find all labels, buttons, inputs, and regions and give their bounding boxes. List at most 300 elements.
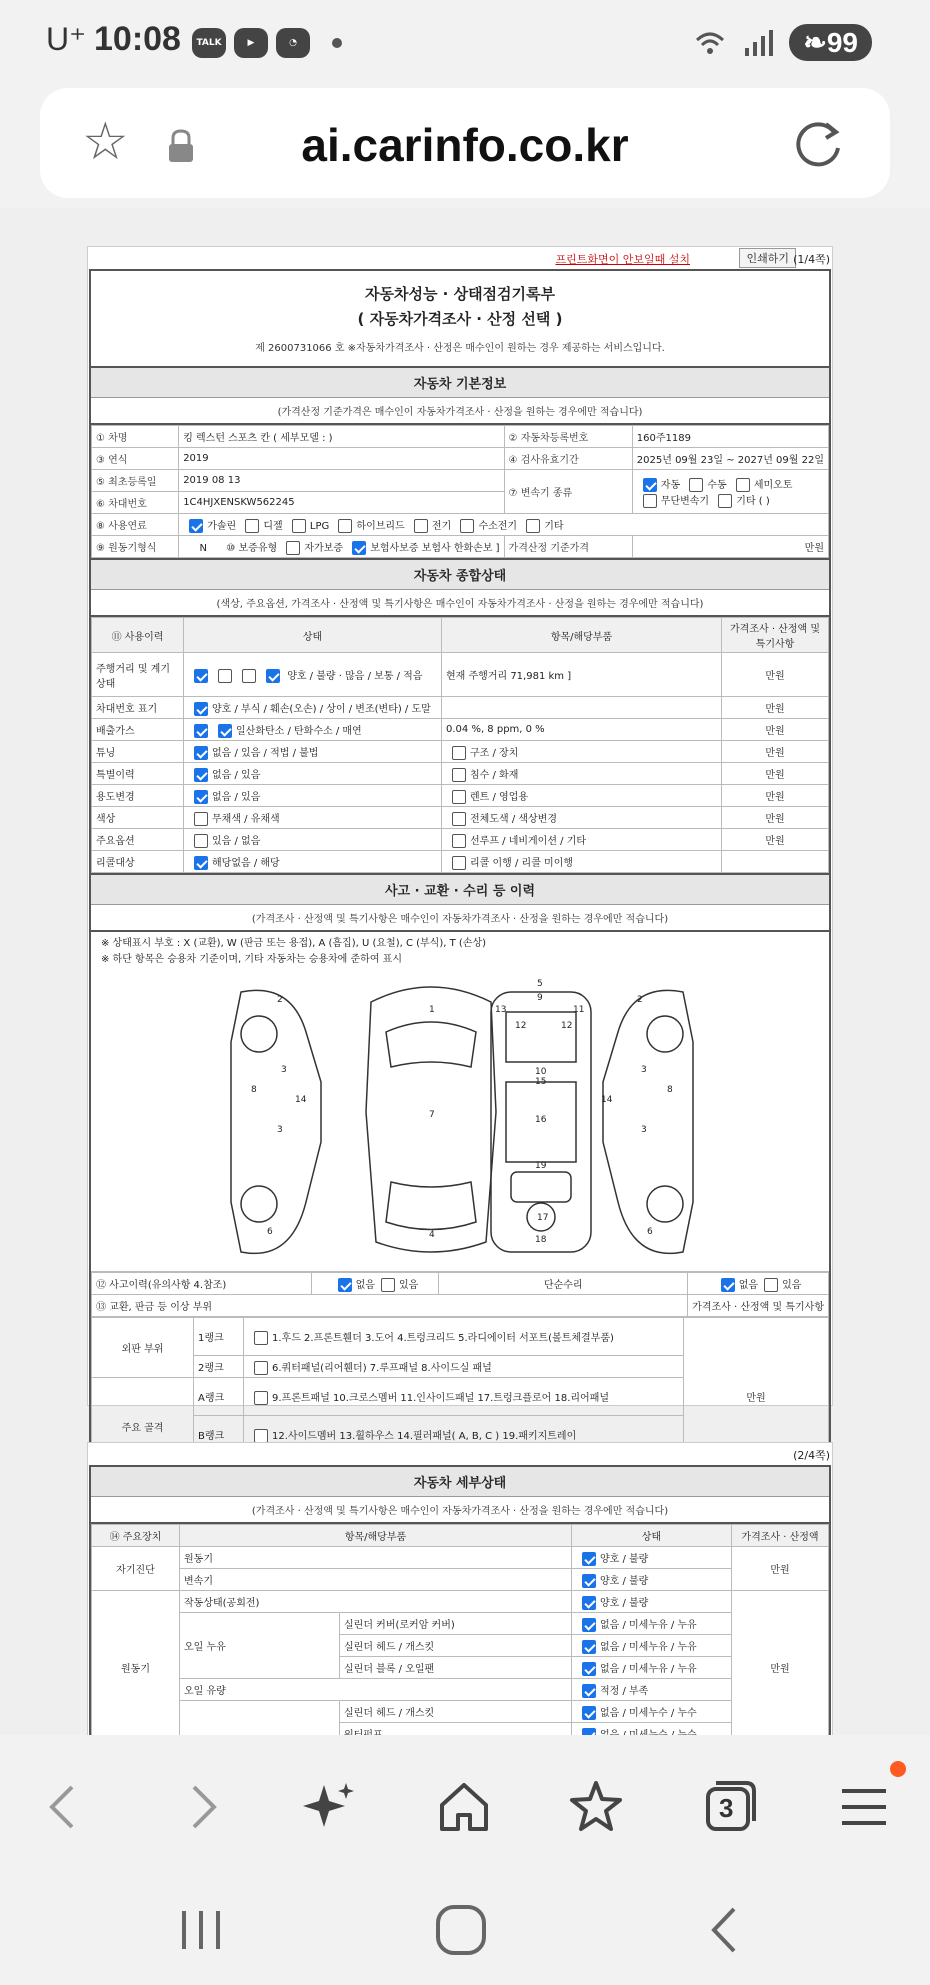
checkbox[interactable] — [194, 834, 208, 848]
forward-icon[interactable] — [174, 1779, 230, 1835]
label-accident-history: ⑫ 사고이력(유의사항 4.참조) — [92, 1273, 312, 1295]
status-text: 해당없음 / 해당 — [212, 857, 280, 869]
status-text: 무채색 / 유채색 — [212, 813, 280, 825]
row-item: 현재 주행거리 71,981 km ] — [442, 653, 722, 697]
report-frame — [89, 1465, 831, 1745]
row-item — [442, 807, 722, 829]
row-status — [571, 1657, 731, 1679]
col-item: 항목/해당부품 — [442, 618, 722, 653]
table-row — [92, 1273, 829, 1295]
option-label: 있음 — [782, 1279, 802, 1291]
row-label: 주요옵션 — [92, 829, 184, 851]
row-item — [442, 763, 722, 785]
status-text: 일산화탄소 / 탄화수소 / 매연 — [236, 725, 362, 737]
label-first-reg: ⑤ 최초등록일 — [92, 470, 179, 492]
svg-text:1: 1 — [429, 1005, 435, 1015]
notification-icons — [192, 28, 342, 58]
label-engine-type: ⑨ 원동기형식 — [92, 536, 179, 558]
clock: 10:08 — [94, 20, 181, 58]
row-label: 차대번호 표기 — [92, 697, 184, 719]
accident-heading: 사고 · 교환 · 수리 등 이력 — [91, 873, 829, 905]
status-text: 없음 / 미세누유 / 누유 — [599, 1641, 697, 1653]
label-base-price: 가격산정 기준가격 — [504, 536, 632, 558]
cell-signal-icon — [741, 28, 775, 58]
col-price: 가격조사 · 산정액 — [731, 1525, 828, 1547]
table-row — [92, 1679, 829, 1701]
fuel-options — [179, 514, 829, 536]
option-label: LPG — [309, 520, 330, 532]
row-label: 튜닝 — [92, 741, 184, 763]
row-unit: 만원 — [722, 763, 829, 785]
checkbox[interactable] — [338, 1278, 352, 1292]
row-label: 용도변경 — [92, 785, 184, 807]
col-item: 항목/해당부품 — [180, 1525, 572, 1547]
svg-text:2: 2 — [637, 995, 643, 1005]
svg-text:16: 16 — [535, 1115, 547, 1125]
table-row — [92, 719, 829, 741]
svg-text:7: 7 — [429, 1110, 435, 1120]
report-doc-line: 제 2600731066 호 ※자동차가격조사 · 산정은 매수인이 원하는 경우 제공하는 서비스입니다. — [91, 339, 829, 368]
rank-items — [244, 1378, 684, 1416]
col-status: 상태 — [571, 1525, 731, 1547]
basic-info-heading: 자동차 기본정보 — [91, 368, 829, 398]
checkbox[interactable] — [352, 541, 366, 555]
svg-text:14: 14 — [295, 1095, 307, 1105]
battery-indicator — [789, 24, 872, 61]
table-row — [92, 653, 829, 697]
menu-icon[interactable] — [836, 1779, 892, 1835]
label-reg-number: ② 자동차등록번호 — [504, 426, 632, 448]
label-engine: 원동기 — [92, 1591, 180, 1745]
accident-legend — [91, 932, 829, 972]
accident-note: (가격조사 · 산정액 및 특기사항은 매수인이 자동차가격조사 · 산정을 원하는 경우에만 적습니다) — [91, 905, 829, 932]
value-car-name: 킹 렉스턴 스포츠 칸 ( 세부모델 : ) — [179, 426, 504, 448]
svg-text:2: 2 — [277, 995, 283, 1005]
reload-icon[interactable] — [794, 118, 846, 170]
row-sub: 실린더 헤드 / 개스킷 — [340, 1701, 572, 1723]
checkbox[interactable] — [194, 724, 208, 738]
checkbox[interactable] — [194, 746, 208, 760]
row-status — [184, 785, 442, 807]
wifi-icon — [693, 28, 727, 58]
label-self-diag: 자기진단 — [92, 1547, 180, 1591]
transmission-options — [632, 470, 828, 514]
value-first-reg: 2019 08 13 — [179, 470, 504, 492]
summary-table — [91, 617, 829, 873]
svg-text:8: 8 — [251, 1085, 257, 1095]
option-label: 수동 — [707, 479, 727, 491]
row-unit: 만원 — [722, 785, 829, 807]
checkbox[interactable] — [338, 519, 352, 533]
checkbox[interactable] — [194, 812, 208, 826]
table-row — [92, 851, 829, 873]
row-item: 원동기 — [180, 1547, 572, 1569]
detail-heading: 자동차 세부상태 — [91, 1467, 829, 1497]
legend-line-2: ※ 하단 항목은 승용차 기준이며, 기타 자동차는 승용차에 준하여 표시 — [101, 954, 402, 965]
option-label: 기타 ( ) — [736, 495, 770, 507]
row-unit: 만원 — [731, 1547, 828, 1591]
checkbox[interactable] — [194, 790, 208, 804]
option-label: 자동 — [660, 479, 681, 491]
browser-bottom-bar — [0, 1735, 930, 1875]
report-page-2 — [87, 1442, 833, 1762]
checkbox[interactable] — [721, 1278, 735, 1292]
row-unit: 만원 — [722, 741, 829, 763]
system-navigation-bar — [0, 1875, 930, 1985]
address-bar[interactable] — [40, 88, 890, 198]
checkbox[interactable] — [452, 812, 466, 826]
item-text: 리콜 이행 / 리콜 미이행 — [470, 857, 574, 869]
row-status — [184, 697, 442, 719]
table-row — [92, 448, 829, 470]
checkbox[interactable] — [452, 746, 466, 760]
row-item: 변속기 — [180, 1569, 572, 1591]
rank-label: B랭크 — [194, 1416, 244, 1454]
checkbox[interactable] — [643, 478, 657, 492]
row-status — [184, 653, 442, 697]
checkbox[interactable] — [381, 1278, 395, 1292]
row-status — [184, 829, 442, 851]
table-row — [92, 426, 829, 448]
checkbox[interactable] — [764, 1278, 778, 1292]
back-icon[interactable] — [36, 1779, 92, 1835]
label-outer-panel: 외판 부위 — [92, 1318, 194, 1378]
label-year: ③ 연식 — [92, 448, 179, 470]
status-text: 양호 / 부식 / 훼손(오손) / 상이 / 변조(변타) / 도말 — [212, 703, 431, 715]
row-item — [442, 851, 722, 873]
row-label: 리콜대상 — [92, 851, 184, 873]
system-home-icon[interactable] — [434, 1903, 488, 1957]
checkbox[interactable] — [452, 768, 466, 782]
status-text: 양호 / 불량 · 많음 / 보통 / 적음 — [287, 670, 423, 682]
table-row — [92, 1547, 829, 1569]
status-text: 없음 / 있음 — [212, 791, 261, 803]
table-row — [92, 470, 829, 492]
checkbox[interactable] — [582, 1640, 596, 1654]
row-status — [184, 763, 442, 785]
rank-items — [244, 1356, 684, 1378]
svg-text:3: 3 — [281, 1065, 287, 1075]
more-notifications-icon — [332, 38, 342, 48]
checkbox[interactable] — [254, 1391, 268, 1405]
status-time-area — [46, 20, 181, 59]
col-usage-history: ⑪ 사용이력 — [92, 618, 184, 653]
table-row — [92, 807, 829, 829]
row-unit — [722, 851, 829, 873]
row-label: 특별이력 — [92, 763, 184, 785]
checkbox[interactable] — [582, 1596, 596, 1610]
row-sub: 실린더 헤드 / 개스킷 — [340, 1635, 572, 1657]
checkbox[interactable] — [582, 1684, 596, 1698]
option-label: 없음 — [355, 1279, 375, 1291]
checkbox[interactable] — [194, 768, 208, 782]
battery-level: 99 — [826, 27, 858, 58]
row-item: 오일 누유 — [180, 1613, 340, 1679]
checkbox[interactable] — [736, 478, 750, 492]
checkbox[interactable] — [582, 1662, 596, 1676]
svg-text:5: 5 — [537, 979, 543, 989]
table-row — [92, 1591, 829, 1613]
row-unit: 만원 — [731, 1591, 828, 1745]
checkbox[interactable] — [460, 519, 474, 533]
svg-text:3: 3 — [641, 1125, 647, 1135]
label-main-frame: 주요 골격 — [92, 1378, 194, 1476]
row-item — [442, 741, 722, 763]
install-print-link[interactable]: 프린트화면이 안보일때 설치 — [555, 253, 690, 266]
label-warranty-type: ⑩ 보증유형 — [226, 542, 278, 554]
accident-table — [91, 1272, 829, 1317]
svg-text:4: 4 — [429, 1230, 435, 1240]
media-icon: ▶ — [234, 28, 268, 58]
item-text: 렌트 / 영업용 — [470, 791, 529, 803]
row-item: 작동상태(공회전) — [180, 1591, 572, 1613]
checkbox[interactable] — [194, 669, 208, 683]
system-back-icon[interactable] — [700, 1905, 750, 1955]
row-label: 색상 — [92, 807, 184, 829]
svg-text:12: 12 — [561, 1021, 573, 1031]
row-sub: 실린더 블록 / 오일팬 — [340, 1657, 572, 1679]
svg-text:18: 18 — [535, 1235, 547, 1245]
checkbox[interactable] — [452, 856, 466, 870]
detail-table — [91, 1524, 829, 1745]
detail-note: (가격조사 · 산정액 및 특기사항은 매수인이 자동차가격조사 · 산정을 원하는 경우에만 적습니다) — [91, 1497, 829, 1524]
tabs-count: 3 — [719, 1793, 734, 1823]
option-label: 무단변속기 — [660, 495, 710, 507]
status-text: 양호 / 불량 — [599, 1597, 649, 1609]
col-status: 상태 — [184, 618, 442, 653]
table-row — [92, 741, 829, 763]
kakaotalk-icon: TALK — [192, 28, 226, 58]
row-item — [442, 785, 722, 807]
status-text: 없음 / 있음 / 적법 / 불법 — [212, 747, 319, 759]
svg-text:12: 12 — [515, 1021, 527, 1031]
rank-items — [244, 1318, 684, 1356]
row-unit: 만원 — [722, 807, 829, 829]
option-label: 보험사보증 보험사 한화손보 ] — [370, 542, 500, 554]
table-row — [92, 1295, 829, 1317]
checkbox[interactable] — [452, 834, 466, 848]
rank-unit: 만원 — [684, 1318, 829, 1476]
table-row — [92, 536, 829, 558]
svg-text:17: 17 — [537, 1213, 549, 1223]
checkbox[interactable] — [194, 856, 208, 870]
option-label: 있음 — [398, 1279, 419, 1291]
status-text: 있음 / 없음 — [212, 835, 261, 847]
svg-text:6: 6 — [267, 1227, 273, 1237]
checkbox[interactable] — [218, 724, 232, 738]
label-simple-repair: 단순수리 — [439, 1273, 688, 1295]
option-label: 가솔린 — [207, 520, 237, 532]
bookmark-star-icon[interactable]: ☆ — [82, 112, 129, 172]
value-base-price-unit: 만원 — [632, 536, 828, 558]
item-text: 전체도색 / 색상변경 — [470, 813, 558, 825]
rank-label: 2랭크 — [194, 1356, 244, 1378]
svg-text:8: 8 — [667, 1085, 673, 1095]
checkbox[interactable] — [582, 1618, 596, 1632]
item-text: 1.후드 2.프론트휀더 3.도어 4.트렁크리드 5.라디에이터 서포트(볼트체결부품) — [272, 1332, 614, 1344]
row-status — [184, 851, 442, 873]
row-status — [571, 1547, 731, 1569]
ai-sparkle-icon[interactable] — [302, 1779, 358, 1835]
item-text: 12.사이드멤버 13.휠하우스 14.필러패널( A, B, C ) 19.패키지트레이 — [272, 1430, 577, 1442]
report-subtitle: ( 자동차가격조사 · 산정 선택 ) — [357, 310, 563, 328]
row-unit: 만원 — [722, 829, 829, 851]
chat-icon: ◔ — [276, 28, 310, 58]
table-header-row — [92, 1525, 829, 1547]
browser-toolbar — [0, 82, 930, 208]
recent-apps-icon[interactable] — [176, 1905, 226, 1955]
checkbox[interactable] — [452, 790, 466, 804]
svg-text:15: 15 — [535, 1077, 547, 1087]
rank-label: 1랭크 — [194, 1318, 244, 1356]
label-swap-notes: 가격조사 · 산정액 및 특기사항 — [688, 1295, 829, 1317]
svg-text:19: 19 — [535, 1161, 547, 1171]
checkbox[interactable] — [292, 519, 306, 533]
col-price-notes: 가격조사 · 산정액 및 특기사항 — [722, 618, 829, 653]
table-row — [92, 1318, 829, 1356]
page-number: (1/4쪽) — [793, 253, 830, 266]
row-unit: 만원 — [722, 697, 829, 719]
label-car-name: ① 차명 — [92, 426, 179, 448]
bookmarks-icon[interactable] — [568, 1779, 624, 1835]
option-label: 없음 — [738, 1279, 759, 1291]
row-status — [571, 1569, 731, 1591]
checkbox[interactable] — [689, 478, 703, 492]
row-unit: 만원 — [722, 653, 829, 697]
rank-label: A랭크 — [194, 1378, 244, 1416]
checkbox[interactable] — [414, 519, 428, 533]
legend-line-1: ※ 상태표시 부호 : X (교환), W (판금 또는 용접), A (흠집), U (요철), C (부식), T (손상) — [101, 938, 487, 949]
checkbox[interactable] — [718, 494, 732, 508]
row-label: 배출가스 — [92, 719, 184, 741]
checkbox[interactable] — [254, 1429, 268, 1443]
row-unit: 만원 — [722, 719, 829, 741]
checkbox[interactable] — [266, 669, 280, 683]
status-text: 없음 / 미세누유 / 누유 — [599, 1663, 697, 1675]
table-row — [92, 1613, 829, 1635]
checkbox[interactable] — [582, 1552, 596, 1566]
home-icon[interactable] — [436, 1779, 492, 1835]
svg-text:13: 13 — [495, 1005, 507, 1015]
item-text: 6.쿼터패널(리어휀더) 7.루프패널 8.사이드실 패널 — [272, 1362, 492, 1374]
label-vin: ⑥ 차대번호 — [92, 492, 179, 514]
svg-text:14: 14 — [601, 1095, 613, 1105]
checkbox[interactable] — [582, 1706, 596, 1720]
svg-text:9: 9 — [537, 993, 543, 1003]
table-row — [92, 1701, 829, 1723]
row-status — [571, 1701, 731, 1723]
row-item: 오일 유량 — [180, 1679, 572, 1701]
row-label: 주행거리 및 계기상태 — [92, 653, 184, 697]
report-frame — [89, 269, 831, 1478]
status-text: 없음 / 미세누수 / 누수 — [599, 1707, 697, 1719]
value-engine-type: N — [199, 542, 207, 554]
page-number: (2/4쪽) — [793, 1449, 830, 1462]
checkbox[interactable] — [218, 669, 232, 683]
value-reg-number: 160주1189 — [632, 426, 828, 448]
summary-note: (색상, 주요옵션, 가격조사 · 산정액 및 특기사항은 매수인이 자동차가격조사 · 산정을 원하는 경우에만 적습니다) — [91, 590, 829, 617]
label-transmission: ⑦ 변속기 종류 — [504, 470, 632, 514]
page-topline — [88, 1443, 832, 1465]
col-main-device: ⑭ 주요장치 — [92, 1525, 180, 1547]
tabs-button[interactable] — [702, 1779, 758, 1835]
page-topline — [88, 247, 832, 269]
summary-heading: 자동차 종합상태 — [91, 558, 829, 590]
checkbox[interactable] — [245, 519, 259, 533]
checkbox[interactable] — [643, 494, 657, 508]
table-row — [92, 514, 829, 536]
value-year: 2019 — [179, 448, 504, 470]
car-outline-svg — [91, 972, 833, 1272]
status-text: 적정 / 부족 — [599, 1685, 649, 1697]
battery-leaf-icon: ❧ — [803, 27, 827, 58]
checkbox[interactable] — [254, 1361, 268, 1375]
web-content[interactable] — [0, 208, 930, 1735]
row-status — [184, 807, 442, 829]
row-status — [571, 1679, 731, 1701]
option-label: 세미오토 — [753, 479, 793, 491]
item-text: 선루프 / 네비게이션 / 기타 — [470, 835, 587, 847]
basic-info-note: (가격산정 기준가격은 매수인이 자동차가격조사 · 산정을 원하는 경우에만 적습니다) — [91, 398, 829, 425]
checkbox[interactable] — [254, 1331, 268, 1345]
carrier-label: U⁺ — [46, 21, 86, 57]
row-status — [184, 741, 442, 763]
status-bar — [0, 0, 930, 82]
table-row — [92, 697, 829, 719]
checkbox[interactable] — [526, 519, 540, 533]
status-text: 양호 / 불량 — [599, 1575, 649, 1587]
checkbox[interactable] — [286, 541, 300, 555]
option-label: 전기 — [431, 520, 452, 532]
option-label: 자가보증 — [304, 542, 343, 554]
row-status — [571, 1613, 731, 1635]
repair-options — [688, 1273, 829, 1295]
checkbox[interactable] — [242, 669, 256, 683]
svg-text:3: 3 — [641, 1065, 647, 1075]
status-text: 없음 / 있음 — [212, 769, 261, 781]
row-status — [571, 1591, 731, 1613]
svg-text:3: 3 — [277, 1125, 283, 1135]
checkbox[interactable] — [194, 702, 208, 716]
url-text[interactable]: ai.carinfo.co.kr — [301, 119, 629, 171]
row-status — [184, 719, 442, 741]
option-label: 하이브리드 — [356, 520, 405, 532]
value-vin: 1C4HJXENSKW562245 — [179, 492, 504, 514]
svg-text:10: 10 — [535, 1067, 547, 1077]
system-indicators — [693, 24, 872, 61]
option-label: 디젤 — [263, 520, 283, 532]
option-label: 수소전기 — [478, 520, 518, 532]
checkbox[interactable] — [582, 1574, 596, 1588]
row-status — [571, 1635, 731, 1657]
svg-text:11: 11 — [573, 1005, 585, 1015]
status-text: 없음 / 미세누유 / 누유 — [599, 1619, 697, 1631]
table-row — [92, 829, 829, 851]
table-row — [92, 785, 829, 807]
menu-notification-dot — [890, 1761, 906, 1777]
car-part-diagram — [91, 972, 829, 1272]
item-text: 9.프론트패널 10.크로스멤버 11.인사이드패널 17.트렁크플로어 18.리어패널 — [272, 1392, 610, 1404]
checkbox[interactable] — [189, 519, 203, 533]
label-swap-parts: ⑬ 교환, 판금 등 이상 부위 — [92, 1295, 688, 1317]
table-row — [92, 763, 829, 785]
status-text: 양호 / 불량 — [599, 1553, 649, 1565]
accident-options — [311, 1273, 439, 1295]
print-button[interactable]: 인쇄하기 — [739, 248, 796, 268]
item-text: 구조 / 장치 — [470, 747, 519, 759]
svg-text:6: 6 — [647, 1227, 653, 1237]
value-inspection-period: 2025년 09월 23일 ~ 2027년 09월 22일 — [632, 448, 828, 470]
